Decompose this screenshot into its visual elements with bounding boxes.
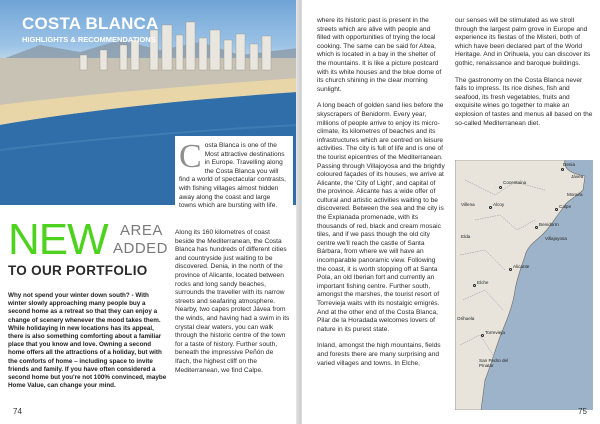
map-label-alcoy: Alcoy (493, 202, 505, 207)
map-label-elche: Elche (477, 280, 489, 285)
title-block (22, 14, 159, 44)
right-col2-paragraph-1: our senses will be stimulated as we stroll through the largest palm grove in Europe and experience its fiestas of the Misteri, both of which have been declared part of the World Heritage. And in Orihuela, you can discover its gothic, renaissance and baroque buildings. (455, 17, 591, 67)
right-page (302, 0, 600, 424)
map-label-calpe: Calpe (559, 204, 572, 209)
dropcap-paragraph (175, 136, 293, 211)
map-dot-benidorm (535, 226, 538, 229)
map-label-cocentaina: Cocentaina (503, 180, 527, 185)
page-subtitle: HIGHLIGHTS & RECOMMENDATIONS (22, 35, 156, 44)
page-number-left: 74 (13, 407, 22, 416)
right-column-2 (455, 17, 593, 136)
left-column-text (175, 229, 291, 383)
map-label-javea: Jávea (571, 174, 584, 179)
map-label-elda: Elda (461, 234, 471, 239)
map-label-orihuela: Orihuela (457, 316, 475, 321)
map-label-moraira: Moraira (567, 192, 583, 197)
map-label-san-pedro: San Pedro del Pinatar (479, 358, 509, 368)
page-number-right: 75 (578, 407, 587, 416)
page-title: COSTA BLANCA (22, 14, 159, 33)
dropcap-letter: C (179, 138, 202, 175)
right-col1-paragraph-3: Inland, amongst the high mountains, fields and forests there are many surprising and varied villages and towns. In Elche, (317, 342, 441, 367)
map-label-alicante: Alicante (513, 264, 530, 269)
map-label-villena: Villena (461, 202, 475, 207)
intro-paragraph: Why not spend your winter down south? - With winter slowly approaching many people buy a second home as a retreat so that they can enjoy a change of scenery whenever the mood takes them. While holidaying in new locations has its appeal, there is also something comforting about a familiar place that you know and love. Owning a second home offers all the attractions of a holiday, but with the comforts of home – including space to invite friends and family. If you have often considered a second home but you're not 100% convinced, maybe Home Value, can change your mind. (8, 292, 167, 390)
promo-area: AREA (120, 222, 163, 239)
map-label-villajoyosa: Villajoyosa (545, 236, 567, 241)
map-label-benidorm: Benidorm (539, 222, 559, 227)
right-col1-paragraph-1: where its historic past is present in the streets which are alive with people and filled with opportunities of trying the local cooking. The same can be said for Altea, which is located in a bay in the shelter of the mountains. It is like a picture postcard with its white houses and the blue dome of its church shining in the clear morning sunlight. (317, 17, 442, 93)
left-page (0, 0, 298, 424)
map-dot-elche (473, 284, 476, 287)
right-col2-paragraph-2: The gastronomy on the Costa Blanca never fails to impress. Its rice dishes, fish and seafood, its fresh vegetables, fruits and exquisite wines go together to make an explosion of tastes and menus all based on the so-called Mediterranean diet. (455, 76, 593, 127)
map-label-denia: Denia (563, 162, 576, 167)
promo-added: ADDED (113, 240, 169, 257)
costa-blanca-map (455, 160, 593, 410)
promo-portfolio: TO OUR PORTFOLIO (8, 263, 148, 278)
promo-new: NEW (8, 215, 108, 264)
map-dot-calpe (555, 208, 558, 211)
right-col1-paragraph-2: A long beach of golden sand lies before the skyscrapers of Benidorm. Every year, millions of people arrive to enjoy its micro-climate, its kilometres of beaches and its infrastructures which are centred on leisure activities. The city is full of life and is one of the tourist epicentres of the Mediterranean. Passing through Villajoyosa and the brightly coloured façades of its houses, we arrive at Alicante, the 'City of Light', and capital of the province. Alicante has a wide offer of cultural and artistic activities waiting to be discovered. Between the sea and the city is the Explanada promenade, with its thousands of red, black and cream mosaic tiles, and if we pass though the old city centre we'll reach the castle of Santa Bárbara, from where we will have an incomparable panoramic view. Following the coast, it is worth stopping off at Santa Pola, an old Iberian fort and currently an important fishing centre. Further south, amongst the marshes, the tourist resort of Torrevieja waits with its nostalgic emigrés. And at the other end of the Costa Blanca, Pilar de la Horadada welcomes lovers of nature in its purest state. (317, 102, 445, 333)
dropcap-text: osta Blanca is one of the Most attractive destinations in Europe. Travelling along the Costa Blanca you will find a world of spectacular contrasts, with fishing villages almost hidden away along the coast and large towns which are bursting with life. (179, 142, 287, 210)
map-label-torrevieja: Torrevieja (485, 330, 505, 335)
map-dot-denia (561, 168, 564, 171)
map-dot-torrevieja (481, 334, 484, 337)
map-dot-alicante (509, 268, 512, 271)
map-dot-cocentaina (499, 186, 502, 189)
right-column-1 (317, 17, 445, 376)
map-dot-alcoy (489, 206, 492, 209)
left-column-paragraph: Along its 160 kilometres of coast beside the Mediterranean, the Costa Blanca has hundreds of different cities and countryside just waiting to be discovered. Denia, in the north of the province of Alicante, located between rocks and long sandy beaches, surrounds the traveller with its narrow streets and seafaring atmosphere. Nearby, two capes protect Jávea from the winds, and having had a swim in its crystal clear waters, you can walk through the historic centre of the town for a taste of history. Further south, beneath the impressive Peñón de Ifach, the highest cliff on the Mediterranean, we find Calpe. (175, 229, 290, 374)
